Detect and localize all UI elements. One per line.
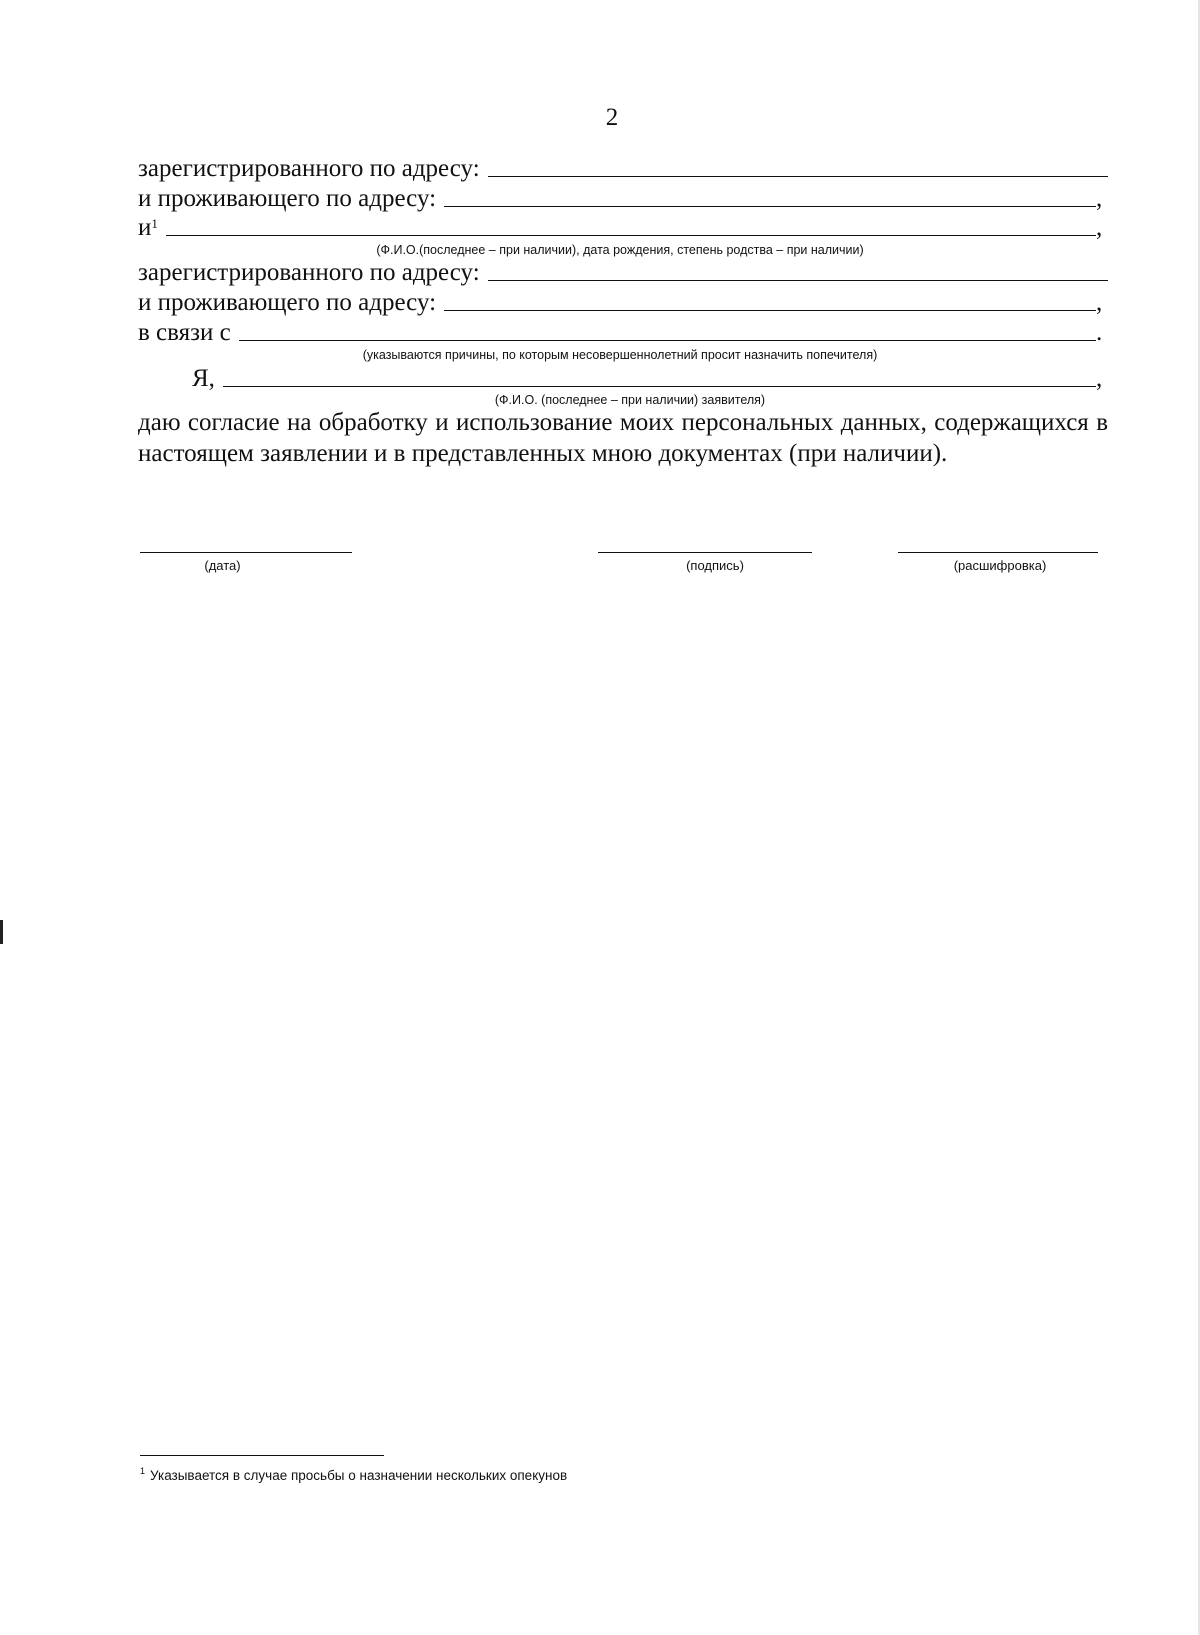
comma: , (1096, 214, 1103, 241)
date-field[interactable] (140, 552, 352, 553)
comma: , (1096, 365, 1103, 392)
footnote (140, 1468, 567, 1483)
signature-hint: (подпись) (686, 558, 744, 573)
reason-field[interactable] (239, 320, 1096, 341)
page-number: 2 (605, 104, 619, 131)
applicant-line (192, 362, 1108, 392)
second-person-line (138, 211, 1108, 241)
registered-address-label: зарегистрированного по адресу: (138, 259, 480, 286)
living-address-label: и проживающего по адресу: (138, 185, 437, 212)
fio-relative-hint: (Ф.И.О.(последнее – при наличии), дата рождения, степень родства – при наличии) (376, 243, 864, 257)
scan-edge-mark (0, 920, 3, 944)
signature-field[interactable] (598, 552, 812, 553)
comma: , (1096, 289, 1103, 316)
living-address-line-1 (138, 182, 1108, 212)
registered-address-field[interactable] (488, 156, 1108, 177)
registered-address-line-2 (138, 256, 1108, 286)
footnote-ref: 1 (151, 216, 158, 231)
consent-paragraph: даю согласие на обработку и использование моих персональных данных, содержащихся в настоящем заявлении и в представленных мною документах (при наличии). (138, 409, 1108, 467)
living-address-label: и проживающего по адресу: (138, 289, 437, 316)
i-label: Я, (192, 365, 215, 392)
reason-line (138, 316, 1108, 346)
applicant-field[interactable] (223, 366, 1096, 387)
living-address-field[interactable] (444, 290, 1096, 311)
reason-label: в связи с (138, 319, 231, 346)
footnote-mark: 1 (140, 1466, 146, 1476)
reason-hint: (указываются причины, по которым несовершеннолетний просит назначить попечителя) (362, 348, 878, 362)
decoding-hint: (расшифровка) (953, 558, 1047, 573)
footnote-text: Указывается в случае просьбы о назначении нескольких опекунов (150, 1468, 568, 1483)
date-hint: (дата) (204, 558, 241, 573)
registered-address-field[interactable] (488, 260, 1108, 281)
decoding-field[interactable] (898, 552, 1098, 553)
second-person-field[interactable] (166, 215, 1096, 236)
and-label: $и^1$ (138, 214, 158, 241)
period: . (1096, 319, 1103, 346)
living-address-line-2 (138, 286, 1108, 316)
applicant-hint: (Ф.И.О. (последнее – при наличии) заявителя) (494, 393, 766, 407)
registered-address-line-1 (138, 152, 1108, 182)
living-address-field[interactable] (444, 186, 1096, 207)
registered-address-label: зарегистрированного по адресу: (138, 155, 480, 182)
comma: , (1096, 185, 1103, 212)
footnote-rule (140, 1455, 384, 1456)
